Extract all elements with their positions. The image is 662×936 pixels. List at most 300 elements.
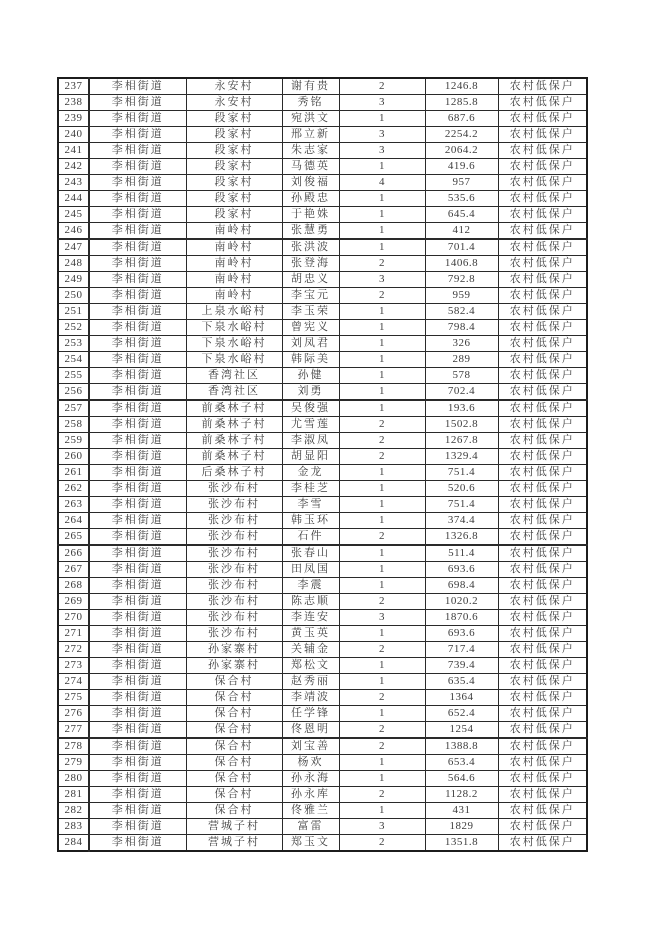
cell-category: 农村低保户 [498,771,587,787]
cell-category: 农村低保户 [498,320,587,336]
cell-person-name: 佟恩明 [282,722,339,739]
table-row [58,626,587,642]
cell-row-number: 280 [58,771,89,787]
cell-category: 农村低保户 [498,256,587,272]
cell-count: 2 [339,256,425,272]
cell-street: 李相街道 [89,771,186,787]
table-row [58,400,587,417]
cell-amount: 578 [425,368,498,384]
cell-category: 农村低保户 [498,78,587,95]
cell-amount: 1020.2 [425,594,498,610]
cell-count: 1 [339,803,425,819]
cell-amount: 419.6 [425,159,498,175]
cell-person-name: 刘勇 [282,384,339,401]
table-row [58,336,587,352]
cell-count: 2 [339,449,425,465]
cell-village: 段家村 [186,207,282,223]
cell-amount: 687.6 [425,111,498,127]
cell-amount: 959 [425,288,498,304]
cell-street: 李相街道 [89,626,186,642]
table-row [58,175,587,191]
cell-amount: 564.6 [425,771,498,787]
cell-person-name: 张慧勇 [282,223,339,240]
table-row [58,771,587,787]
cell-amount: 702.4 [425,384,498,401]
cell-village: 保合村 [186,787,282,803]
cell-category: 农村低保户 [498,288,587,304]
cell-category: 农村低保户 [498,642,587,658]
cell-village: 前桑林子村 [186,449,282,465]
table-row [58,288,587,304]
cell-row-number: 252 [58,320,89,336]
cell-street: 李相街道 [89,239,186,256]
cell-count: 3 [339,272,425,288]
cell-person-name: 孙殿忠 [282,191,339,207]
cell-row-number: 272 [58,642,89,658]
cell-category: 农村低保户 [498,787,587,803]
table-row [58,465,587,481]
cell-count: 4 [339,175,425,191]
cell-person-name: 刘凤君 [282,336,339,352]
table-row [58,674,587,690]
cell-category: 农村低保户 [498,336,587,352]
cell-village: 下泉水峪村 [186,352,282,368]
cell-street: 李相街道 [89,658,186,674]
cell-person-name: 张春山 [282,545,339,562]
cell-person-name: 马德英 [282,159,339,175]
table-row [58,819,587,835]
cell-street: 李相街道 [89,175,186,191]
table-row [58,127,587,143]
table-row [58,513,587,529]
cell-street: 李相街道 [89,433,186,449]
cell-amount: 798.4 [425,320,498,336]
table-row [58,207,587,223]
cell-person-name: 吴俊强 [282,400,339,417]
cell-count: 3 [339,95,425,111]
cell-street: 李相街道 [89,787,186,803]
cell-amount: 1128.2 [425,787,498,803]
cell-amount: 652.4 [425,706,498,722]
cell-row-number: 283 [58,819,89,835]
cell-amount: 2254.2 [425,127,498,143]
cell-count: 1 [339,497,425,513]
cell-row-number: 270 [58,610,89,626]
cell-count: 1 [339,771,425,787]
cell-village: 保合村 [186,690,282,706]
cell-person-name: 刘俊福 [282,175,339,191]
cell-category: 农村低保户 [498,819,587,835]
table-row [58,722,587,739]
cell-category: 农村低保户 [498,610,587,626]
cell-amount: 1326.8 [425,529,498,546]
cell-amount: 693.6 [425,562,498,578]
cell-street: 李相街道 [89,159,186,175]
cell-street: 李相街道 [89,819,186,835]
cell-amount: 326 [425,336,498,352]
cell-village: 保合村 [186,706,282,722]
cell-amount: 431 [425,803,498,819]
cell-street: 李相街道 [89,449,186,465]
cell-person-name: 李桂芝 [282,481,339,497]
cell-person-name: 朱志家 [282,143,339,159]
cell-count: 1 [339,384,425,401]
cell-street: 李相街道 [89,111,186,127]
cell-count: 1 [339,352,425,368]
table-row [58,755,587,771]
cell-person-name: 李靖波 [282,690,339,706]
cell-person-name: 李淑凤 [282,433,339,449]
table-row [58,690,587,706]
cell-person-name: 黄玉英 [282,626,339,642]
cell-amount: 1246.8 [425,78,498,95]
cell-count: 1 [339,513,425,529]
cell-category: 农村低保户 [498,352,587,368]
cell-count: 1 [339,578,425,594]
cell-count: 2 [339,787,425,803]
cell-person-name: 郑松文 [282,658,339,674]
cell-village: 下泉水峪村 [186,336,282,352]
cell-count: 2 [339,594,425,610]
cell-street: 李相街道 [89,690,186,706]
cell-village: 保合村 [186,755,282,771]
cell-street: 李相街道 [89,368,186,384]
cell-village: 张沙布村 [186,545,282,562]
cell-row-number: 237 [58,78,89,95]
cell-village: 段家村 [186,159,282,175]
cell-count: 1 [339,755,425,771]
cell-street: 李相街道 [89,272,186,288]
cell-village: 南岭村 [186,272,282,288]
cell-row-number: 277 [58,722,89,739]
cell-category: 农村低保户 [498,95,587,111]
cell-street: 李相街道 [89,400,186,417]
cell-person-name: 张登海 [282,256,339,272]
cell-street: 李相街道 [89,674,186,690]
cell-category: 农村低保户 [498,368,587,384]
table-row [58,578,587,594]
table-body [58,78,587,851]
cell-category: 农村低保户 [498,207,587,223]
cell-count: 2 [339,722,425,739]
table-row [58,272,587,288]
cell-person-name: 谢有贵 [282,78,339,95]
cell-amount: 1870.6 [425,610,498,626]
cell-count: 1 [339,706,425,722]
cell-street: 李相街道 [89,562,186,578]
cell-person-name: 尤雪莲 [282,417,339,433]
cell-count: 1 [339,336,425,352]
cell-row-number: 247 [58,239,89,256]
cell-category: 农村低保户 [498,175,587,191]
cell-row-number: 274 [58,674,89,690]
cell-village: 张沙布村 [186,562,282,578]
cell-amount: 412 [425,223,498,240]
cell-amount: 1388.8 [425,738,498,755]
cell-amount: 374.4 [425,513,498,529]
cell-village: 永安村 [186,78,282,95]
cell-count: 1 [339,223,425,240]
cell-count: 3 [339,610,425,626]
cell-person-name: 杨欢 [282,755,339,771]
cell-village: 保合村 [186,738,282,755]
cell-count: 1 [339,368,425,384]
table-row [58,111,587,127]
cell-village: 段家村 [186,191,282,207]
cell-village: 段家村 [186,127,282,143]
cell-person-name: 郑玉文 [282,835,339,852]
cell-row-number: 256 [58,384,89,401]
cell-category: 农村低保户 [498,449,587,465]
cell-street: 李相街道 [89,497,186,513]
cell-person-name: 胡显阳 [282,449,339,465]
cell-category: 农村低保户 [498,513,587,529]
cell-village: 营城子村 [186,835,282,852]
cell-street: 李相街道 [89,738,186,755]
cell-category: 农村低保户 [498,111,587,127]
table-row [58,529,587,546]
cell-category: 农村低保户 [498,159,587,175]
cell-row-number: 260 [58,449,89,465]
cell-street: 李相街道 [89,143,186,159]
table-row [58,304,587,320]
cell-person-name: 秀铭 [282,95,339,111]
cell-village: 张沙布村 [186,594,282,610]
cell-amount: 2064.2 [425,143,498,159]
cell-category: 农村低保户 [498,497,587,513]
cell-category: 农村低保户 [498,481,587,497]
table-row [58,95,587,111]
cell-category: 农村低保户 [498,304,587,320]
cell-street: 李相街道 [89,384,186,401]
cell-village: 营城子村 [186,819,282,835]
cell-person-name: 张洪波 [282,239,339,256]
benefits-table [57,77,588,852]
cell-row-number: 239 [58,111,89,127]
cell-row-number: 267 [58,562,89,578]
cell-person-name: 李连安 [282,610,339,626]
cell-category: 农村低保户 [498,738,587,755]
cell-category: 农村低保户 [498,674,587,690]
cell-street: 李相街道 [89,191,186,207]
cell-row-number: 244 [58,191,89,207]
cell-row-number: 255 [58,368,89,384]
cell-street: 李相街道 [89,642,186,658]
cell-count: 1 [339,562,425,578]
cell-count: 1 [339,658,425,674]
cell-row-number: 261 [58,465,89,481]
cell-village: 前桑林子村 [186,433,282,449]
cell-row-number: 264 [58,513,89,529]
cell-amount: 645.4 [425,207,498,223]
cell-amount: 739.4 [425,658,498,674]
cell-category: 农村低保户 [498,562,587,578]
cell-person-name: 李震 [282,578,339,594]
table-row [58,610,587,626]
cell-count: 1 [339,465,425,481]
cell-person-name: 富雷 [282,819,339,835]
cell-count: 1 [339,207,425,223]
table-row [58,787,587,803]
cell-count: 3 [339,819,425,835]
cell-count: 1 [339,626,425,642]
table-row [58,352,587,368]
cell-person-name: 韩际美 [282,352,339,368]
cell-village: 段家村 [186,175,282,191]
cell-category: 农村低保户 [498,272,587,288]
cell-count: 1 [339,545,425,562]
cell-amount: 1329.4 [425,449,498,465]
cell-category: 农村低保户 [498,400,587,417]
cell-village: 张沙布村 [186,513,282,529]
cell-row-number: 250 [58,288,89,304]
table-row [58,223,587,240]
table-row [58,159,587,175]
cell-street: 李相街道 [89,256,186,272]
cell-category: 农村低保户 [498,529,587,546]
cell-amount: 751.4 [425,465,498,481]
cell-village: 张沙布村 [186,578,282,594]
cell-category: 农村低保户 [498,239,587,256]
table-row [58,642,587,658]
cell-street: 李相街道 [89,417,186,433]
cell-person-name: 田凤国 [282,562,339,578]
table-row [58,143,587,159]
cell-street: 李相街道 [89,288,186,304]
cell-village: 南岭村 [186,239,282,256]
cell-amount: 1351.8 [425,835,498,852]
cell-person-name: 曾宪义 [282,320,339,336]
cell-amount: 1364 [425,690,498,706]
cell-row-number: 253 [58,336,89,352]
cell-row-number: 238 [58,95,89,111]
cell-village: 张沙布村 [186,610,282,626]
cell-village: 张沙布村 [186,481,282,497]
cell-category: 农村低保户 [498,143,587,159]
cell-person-name: 李玉荣 [282,304,339,320]
table-row [58,497,587,513]
cell-street: 李相街道 [89,207,186,223]
cell-amount: 520.6 [425,481,498,497]
cell-street: 李相街道 [89,336,186,352]
cell-amount: 193.6 [425,400,498,417]
cell-person-name: 赵秀丽 [282,674,339,690]
cell-count: 2 [339,642,425,658]
cell-count: 2 [339,288,425,304]
cell-street: 李相街道 [89,755,186,771]
cell-amount: 1406.8 [425,256,498,272]
cell-count: 1 [339,111,425,127]
cell-category: 农村低保户 [498,433,587,449]
cell-village: 张沙布村 [186,497,282,513]
cell-count: 2 [339,78,425,95]
cell-village: 香湾社区 [186,384,282,401]
cell-amount: 701.4 [425,239,498,256]
cell-person-name: 陈志顺 [282,594,339,610]
cell-category: 农村低保户 [498,626,587,642]
table-row [58,449,587,465]
table-row [58,256,587,272]
table-row [58,835,587,852]
cell-street: 李相街道 [89,803,186,819]
cell-category: 农村低保户 [498,578,587,594]
cell-count: 2 [339,529,425,546]
cell-row-number: 282 [58,803,89,819]
cell-amount: 1254 [425,722,498,739]
cell-count: 2 [339,835,425,852]
table-row [58,239,587,256]
cell-street: 李相街道 [89,78,186,95]
cell-village: 张沙布村 [186,529,282,546]
cell-village: 保合村 [186,771,282,787]
cell-count: 1 [339,481,425,497]
cell-count: 1 [339,239,425,256]
cell-row-number: 254 [58,352,89,368]
table-row [58,594,587,610]
cell-amount: 653.4 [425,755,498,771]
cell-person-name: 宛洪文 [282,111,339,127]
cell-village: 前桑林子村 [186,400,282,417]
cell-village: 永安村 [186,95,282,111]
cell-count: 1 [339,159,425,175]
cell-category: 农村低保户 [498,690,587,706]
cell-category: 农村低保户 [498,722,587,739]
cell-street: 李相街道 [89,352,186,368]
cell-row-number: 276 [58,706,89,722]
cell-count: 1 [339,320,425,336]
cell-row-number: 273 [58,658,89,674]
table-row [58,545,587,562]
cell-category: 农村低保户 [498,465,587,481]
cell-row-number: 275 [58,690,89,706]
cell-count: 2 [339,417,425,433]
cell-row-number: 259 [58,433,89,449]
cell-count: 3 [339,127,425,143]
cell-amount: 1502.8 [425,417,498,433]
cell-village: 前桑林子村 [186,417,282,433]
cell-amount: 1829 [425,819,498,835]
cell-category: 农村低保户 [498,706,587,722]
cell-village: 上泉水峪村 [186,304,282,320]
cell-row-number: 242 [58,159,89,175]
cell-person-name: 石件 [282,529,339,546]
cell-count: 1 [339,191,425,207]
cell-row-number: 245 [58,207,89,223]
cell-row-number: 240 [58,127,89,143]
cell-category: 农村低保户 [498,384,587,401]
cell-person-name: 金龙 [282,465,339,481]
cell-village: 孙家寨村 [186,658,282,674]
table-row [58,738,587,755]
cell-street: 李相街道 [89,835,186,852]
cell-category: 农村低保户 [498,803,587,819]
cell-amount: 1267.8 [425,433,498,449]
table-row [58,78,587,95]
cell-street: 李相街道 [89,529,186,546]
cell-street: 李相街道 [89,127,186,143]
cell-person-name: 邢立新 [282,127,339,143]
cell-amount: 635.4 [425,674,498,690]
cell-row-number: 268 [58,578,89,594]
cell-category: 农村低保户 [498,545,587,562]
cell-amount: 717.4 [425,642,498,658]
cell-amount: 751.4 [425,497,498,513]
cell-street: 李相街道 [89,706,186,722]
table-row [58,320,587,336]
cell-row-number: 262 [58,481,89,497]
cell-row-number: 278 [58,738,89,755]
cell-street: 李相街道 [89,95,186,111]
